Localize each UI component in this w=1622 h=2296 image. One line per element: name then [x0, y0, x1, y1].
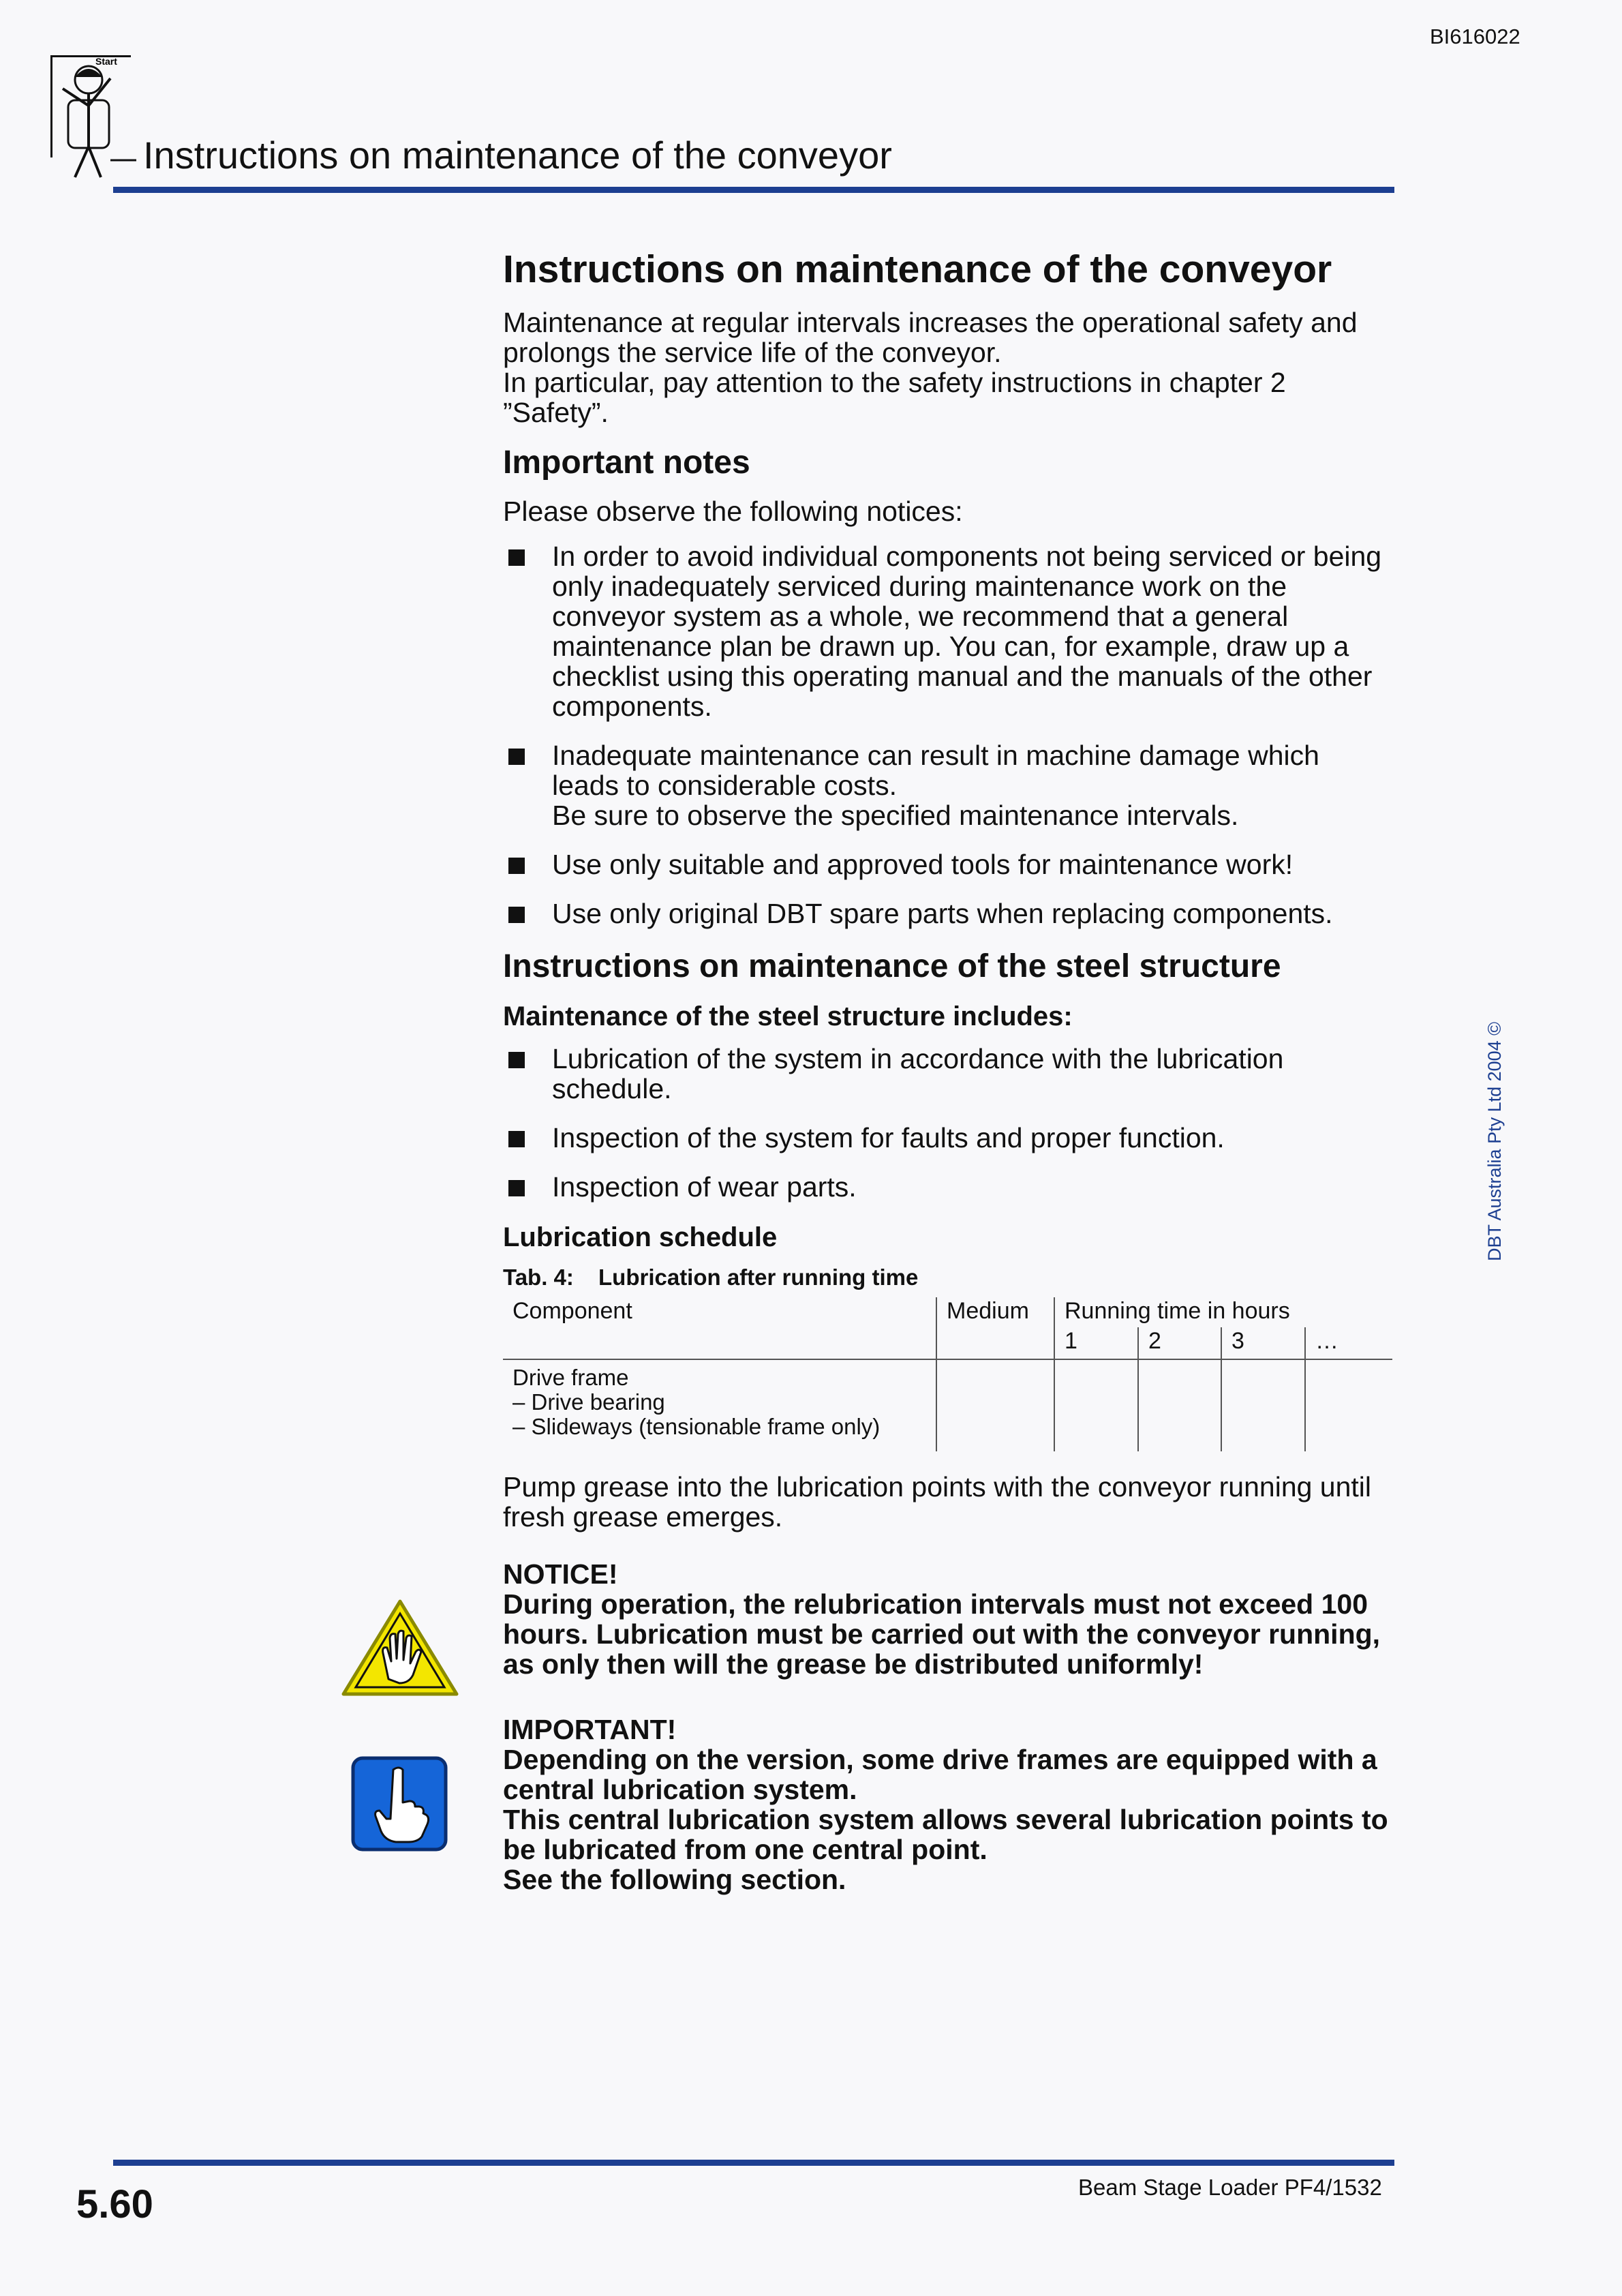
table-row	[503, 1359, 1392, 1451]
table-header-running-time: Running time in hours	[1054, 1297, 1392, 1327]
table-header-hour: 2	[1138, 1327, 1221, 1359]
table-header-component: Component	[512, 1297, 632, 1324]
page-number: 5.60	[76, 2182, 153, 2226]
notice-title: NOTICE!	[503, 1558, 618, 1590]
list-item: Inadequate maintenance can result in machine damage which leads to considerable costs. Be sure to observe the specified maintenance intervals.	[503, 740, 1392, 830]
list-item: In order to avoid individual components not being serviced or being only inadequately serviced during maintenance work on the conveyor system as a whole, we recommend that a general maintenance plan be drawn up. You can, for example, draw up a checklist using this operating manual and the manuals of the other components.	[503, 541, 1392, 721]
table-header-hour: 1	[1054, 1327, 1138, 1359]
main-content	[503, 247, 1392, 1894]
list-item: Inspection of wear parts.	[503, 1172, 1392, 1202]
notice-block	[503, 1559, 1392, 1679]
lubrication-table	[503, 1297, 1392, 1451]
bullet-icon	[508, 749, 525, 765]
document-id: BI616022	[1430, 25, 1520, 48]
start-figure-logo	[48, 51, 136, 184]
logo-label: Start	[95, 56, 117, 67]
steel-subheading: Maintenance of the steel structure includes:	[503, 1001, 1073, 1031]
bullet-icon	[508, 907, 525, 923]
intro-text	[503, 307, 1392, 427]
table-cell	[1305, 1359, 1392, 1451]
important-line: This central lubrication system allows several lubrication points to be lubricated from one central point.	[503, 1803, 1388, 1865]
list-item: Use only suitable and approved tools for maintenance work!	[503, 849, 1392, 879]
bullet-icon	[508, 1180, 525, 1196]
table-header-hour: …	[1305, 1327, 1392, 1359]
table-header-medium: Medium	[936, 1297, 1054, 1359]
list-item: Use only original DBT spare parts when replacing components.	[503, 898, 1392, 928]
notes-intro: Please observe the following notices:	[503, 495, 963, 527]
intro-line-1: Maintenance at regular intervals increases the operational safety and prolongs the service life of the conveyor.	[503, 306, 1358, 368]
table-cell	[936, 1359, 1054, 1451]
pointing-hand-icon	[351, 1756, 448, 1852]
important-block	[503, 1715, 1392, 1894]
bullet-icon	[508, 1052, 525, 1068]
footer-product-name: Beam Stage Loader PF4/1532	[1078, 2175, 1382, 2200]
important-line: Depending on the version, some drive frames are equipped with a central lubrication system.	[503, 1743, 1377, 1805]
notice-text: During operation, the relubrication intervals must not exceed 100 hours. Lubrication must be carried out with the conveyor running, as only then will the grease be distributed uniformly!	[503, 1588, 1381, 1680]
list-item: Inspection of the system for faults and proper function.	[503, 1123, 1392, 1153]
bullet-icon	[508, 858, 525, 874]
copyright-notice: DBT Australia Pty Ltd 2004 ©	[1484, 1021, 1505, 1261]
steel-list	[503, 1044, 1392, 1202]
notes-list	[503, 541, 1392, 928]
page-title: Instructions on maintenance of the conveyor	[503, 247, 1332, 291]
table-header-hour: 3	[1221, 1327, 1305, 1359]
table-caption-text: Lubrication after running time	[598, 1264, 919, 1290]
important-title: IMPORTANT!	[503, 1713, 677, 1745]
important-line: See the following section.	[503, 1863, 846, 1895]
warning-hand-icon	[341, 1599, 459, 1697]
bullet-icon	[508, 1131, 525, 1147]
lubrication-heading: Lubrication schedule	[503, 1222, 778, 1252]
bullet-icon	[508, 549, 525, 566]
notes-heading: Important notes	[503, 444, 750, 481]
table-cell	[1054, 1359, 1138, 1451]
pump-instruction: Pump grease into the lubrication points with the conveyor running until fresh grease emerges.	[503, 1470, 1372, 1532]
header-title: Instructions on maintenance of the conveyor	[143, 134, 892, 177]
table-cell	[1138, 1359, 1221, 1451]
intro-line-2: In particular, pay attention to the safety instructions in chapter 2 ”Safety”.	[503, 366, 1286, 428]
table-caption	[503, 1265, 1392, 1290]
table-cell	[1221, 1359, 1305, 1451]
steel-heading: Instructions on maintenance of the steel structure	[503, 948, 1281, 984]
table-caption-label: Tab. 4:	[503, 1264, 574, 1290]
table-cell-component: Drive frame – Drive bearing – Slideways (tensionable frame only)	[503, 1359, 936, 1451]
header-divider	[113, 187, 1394, 193]
list-item: Lubrication of the system in accordance with the lubrication schedule.	[503, 1044, 1392, 1104]
footer-divider	[113, 2160, 1394, 2166]
